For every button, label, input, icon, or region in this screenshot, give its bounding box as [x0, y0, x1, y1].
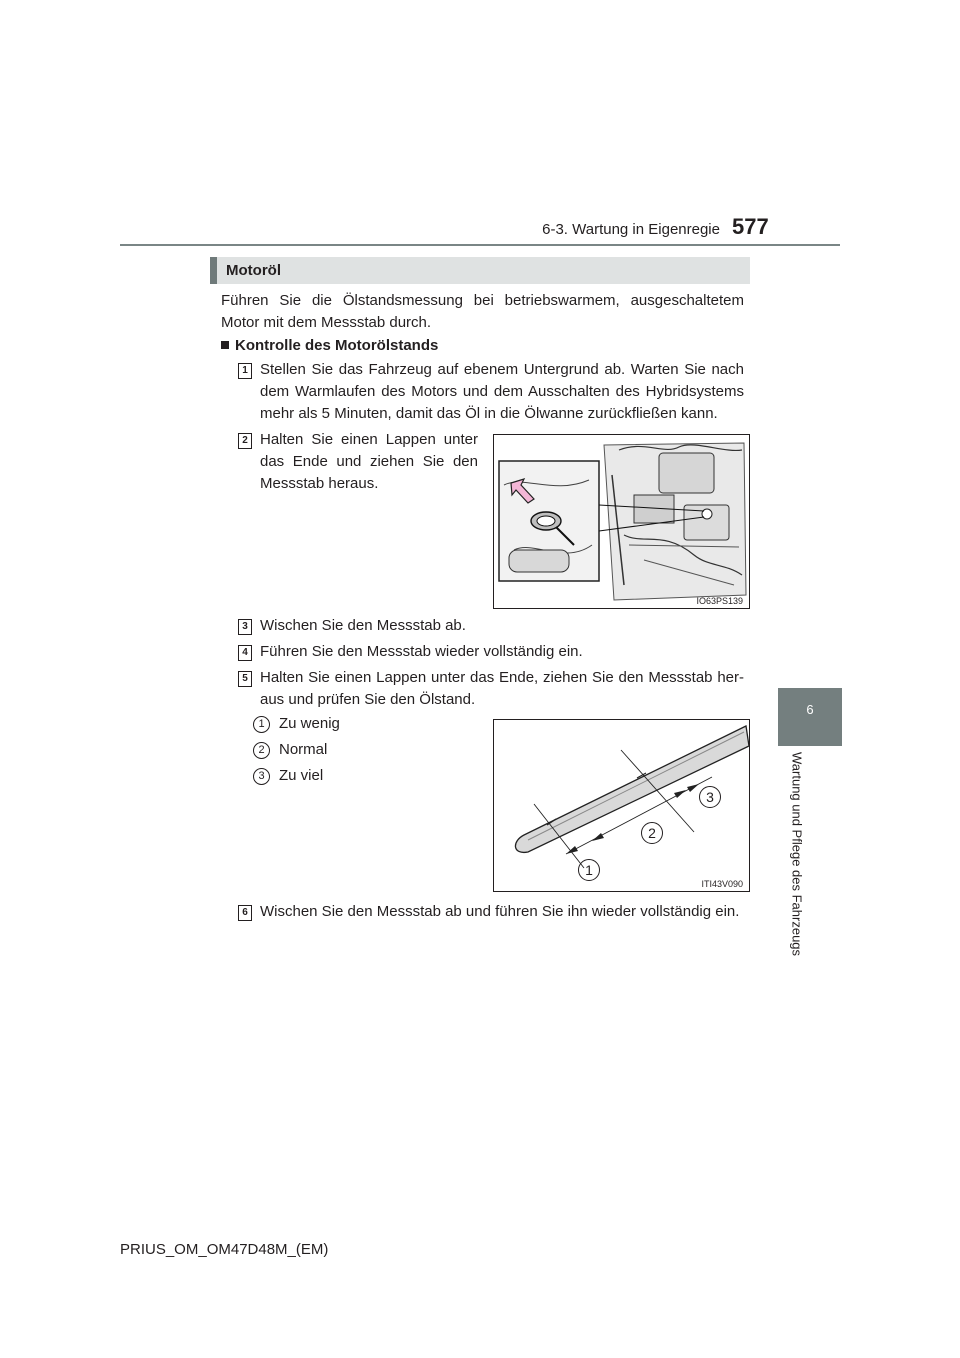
- running-header-section: 6-3. Wartung in Eigenregie: [542, 221, 720, 238]
- chapter-tab: [778, 688, 842, 746]
- level-number-3: 3: [253, 768, 270, 785]
- figure-code: IO63PS139: [696, 596, 743, 606]
- engine-bay-figure: [493, 434, 750, 609]
- intro-paragraph: Führen Sie die Ölstandsmessung bei betriebswarmem, ausgeschaltetem Motor mit dem Messstab durch.: [221, 292, 744, 331]
- section-heading-bar: [210, 257, 750, 284]
- step-number-4: 4: [238, 645, 252, 661]
- step-number-3: 3: [238, 619, 252, 635]
- chapter-number: 6: [806, 702, 814, 717]
- callout-3: 3: [699, 786, 721, 808]
- section-accent: [210, 257, 217, 284]
- footer-doc-id: PRIUS_OM_OM47D48M_(EM): [120, 1241, 329, 1258]
- level-label-3: Zu viel: [279, 767, 324, 784]
- section-title: Motoröl: [226, 262, 281, 279]
- step-5-text: Halten Sie einen Lappen unter das Ende, ziehen Sie den Messstab her-aus und prüfen Sie den Ölstand.: [260, 669, 744, 708]
- step-number-5: 5: [238, 671, 252, 687]
- square-bullet-icon: [221, 341, 229, 349]
- level-label-2: Normal: [279, 741, 328, 758]
- step-6-text: Wischen Sie den Messstab ab und führen Sie ihn wieder vollständig ein.: [260, 903, 740, 920]
- level-number-1: 1: [253, 716, 270, 733]
- step-2-text: Halten Sie einen Lappen unter das Ende und ziehen Sie den Messstab heraus.: [260, 431, 478, 492]
- step-1-text: Stellen Sie das Fahrzeug auf ebenem Untergrund ab. Warten Sie nach dem Warmlaufen des Motors und dem Ausschalten des Hybridsystems mehr als 5 Minuten, damit das Öl in die Ölwanne zurückfließen kann.: [260, 361, 744, 422]
- callout-1: 1: [578, 859, 600, 881]
- step-number-1: 1: [238, 363, 252, 379]
- step-3-text: Wischen Sie den Messstab ab.: [260, 617, 466, 634]
- header-rule: [120, 244, 840, 246]
- step-number-2: 2: [238, 433, 252, 449]
- step-4-text: Führen Sie den Messstab wieder vollständig ein.: [260, 643, 583, 660]
- subheading: [221, 335, 438, 357]
- step-number-6: 6: [238, 905, 252, 921]
- dipstick-figure: [493, 719, 750, 892]
- callout-2: 2: [641, 822, 663, 844]
- level-number-2: 2: [253, 742, 270, 759]
- chapter-title: Wartung und Pflege des Fahrzeugs: [789, 752, 805, 957]
- page-number: 577: [732, 214, 769, 239]
- figure-code: ITI43V090: [701, 879, 743, 889]
- chapter-title-vertical: [752, 752, 842, 962]
- level-label-1: Zu wenig: [279, 715, 340, 732]
- engine-bay-illustration: [494, 435, 749, 608]
- subheading-text: Kontrolle des Motorölstands: [235, 337, 439, 354]
